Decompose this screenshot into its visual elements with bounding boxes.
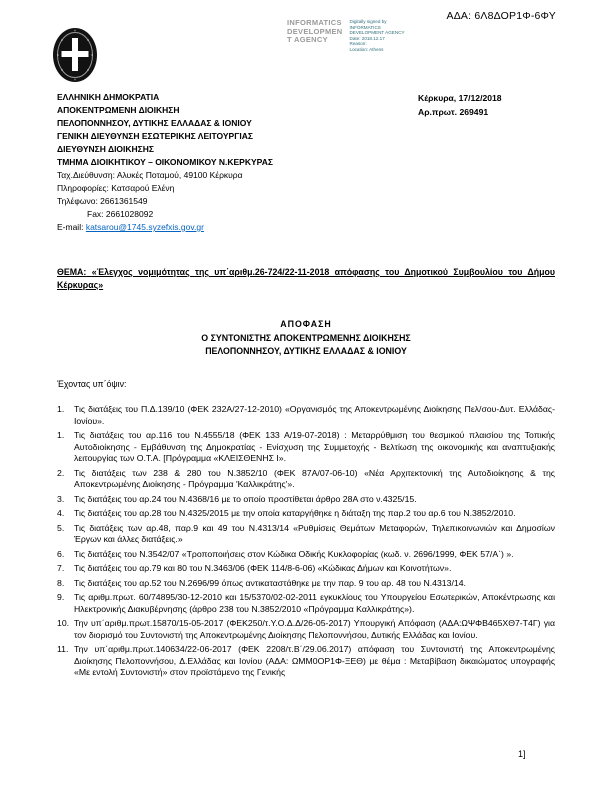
list-item — [57, 592, 555, 615]
protocol-line — [418, 105, 502, 119]
list-item-number: 4. — [57, 508, 65, 518]
decision-authority: Ο ΣΥΝΤΟΝΙΣΤΗΣ ΑΠΟΚΕΝΤΡΩΜΕΝΗΣ ΔΙΟΙΚΗΣΗΣ — [201, 333, 411, 343]
decision-heading — [57, 318, 555, 358]
list-item-text: Τις διατάξεις του αρ.52 του Ν.2696/99 όπως αντικαταστάθηκε με την παρ. 9 του αρ. 48 του Ν.4313/14. — [74, 577, 466, 588]
list-item-text: Τις διατάξεις του αρ.28 του Ν.4325/2015 με την οποία καταργήθηκε η διάταξη της παρ.2 του αρ.6 του Ν.3852/2010. — [74, 508, 516, 518]
list-item-text: Τις διατάξεις των 238 & 280 του Ν.3852/10 (ΦΕΚ 87Α/07-06-10) «Νέα Αρχιτεκτονική της Αυτοδιοίκησης & της Αποκεντρωμένης Διοίκησης - Πρόγραμμα 'Καλλικράτης'». — [74, 467, 555, 489]
signature-agency-line: DEVELOPMEN — [287, 26, 343, 36]
list-item — [57, 404, 555, 427]
email-line — [57, 221, 357, 234]
list-item-text: Τις διατάξεις του αρ.24 του Ν.4368/16 με το οποίο προστίθεται άρθρο 28Α στο ν.4325/15. — [74, 493, 417, 504]
list-item-text: Τις αριθμ.πρωτ. 60/74895/30-12-2010 και 15/5370/02-02-2011 εγκυκλίους του Υπουργείου Εσωτερικών, Αποκέντρωσης και Ηλεκτρονικής Διακυβέρνησης (άρθρο 238 του Ν.3852/2010 «Πρόγραμμα Καλλικράτης»). — [74, 592, 555, 614]
signature-agency-line: INFORMATICS — [287, 18, 342, 27]
list-item — [57, 644, 555, 679]
preamble: Έχοντας υπ΄όψιν: — [57, 379, 127, 389]
list-item-number: 1. — [57, 430, 65, 440]
subject-text: «Έλεγχος νομιμότητας της υπ΄αριθμ.26-724/22-11-2018 απόφασης του Δημοτικού Συμβουλίου του Δήμου Κέρκυρας» — [57, 267, 555, 290]
decision-title: ΑΠΟΦΑΣΗ — [280, 319, 332, 329]
signature-detail-line: Reason: — [349, 41, 367, 47]
list-item-text: Τις διατάξεις των αρ.48, παρ.9 και 49 του Ν.4313/14 «Ρυθμίσεις Θεμάτων Μεταφορών, Τηλεπικοινωνιών και Δημοσίων Έργων και άλλες διατάξεις.» — [74, 522, 555, 544]
list-item-text: Την υπ΄αριθμ.πρωτ.15870/15-05-2017 (ΦΕΚ250/τ.Υ.Ο.Δ.Δ/26-05-2017) Υπουργική Απόφαση (ΑΔΑ:ΩΨΦΒ465ΧΘ7-Τ4Γ) για τον διορισμό του Συντονιστή της Αποκεντρωμένης Διοίκησης Πελοποννήσου, Δυτικής Ελλάδας και Ιονίου. — [74, 618, 555, 640]
list-item-text: Τις διατάξεις του Ν.3542/07 «Τροποποιήσεις στον Κώδικα Οδικής Κυκλοφορίας (κωδ. ν. 2696/1999, ΦΕΚ 57/Α΄) ». — [74, 548, 514, 559]
subject-line — [57, 266, 555, 291]
signature-detail-line: Digitally signed by — [349, 19, 387, 24]
org-line: ΓΕΝΙΚΗ ΔΙΕΥΘΥΝΣΗ ΕΣΩΤΕΡΙΚΗΣ ΛΕΙΤΟΥΡΓΙΑΣ — [57, 131, 253, 141]
considerations-list — [57, 404, 555, 682]
email-link[interactable]: katsarou@1745.syzefxis.gov.gr — [85, 222, 204, 232]
subject-label: ΘΕΜΑ: — [57, 267, 87, 277]
page-number: 1] — [518, 749, 526, 759]
city-date: Κέρκυρα, 17/12/2018 — [418, 93, 502, 103]
list-item — [57, 523, 555, 546]
list-item-number: 11. — [57, 644, 69, 654]
list-item-number: 6. — [57, 548, 65, 559]
list-item — [57, 549, 555, 561]
list-item-number: 3. — [57, 493, 65, 504]
letterhead — [57, 91, 357, 234]
signature-detail-line: DEVELOPMENT AGENCY — [349, 30, 405, 36]
list-item-number: 9. — [57, 592, 65, 602]
greek-national-emblem-icon — [52, 27, 98, 88]
list-item-text: Τις διατάξεις του Π.Δ.139/10 (ΦΕΚ 232Α/27-12-2010) «Οργανισμός της Αποκεντρωμένης Διοίκησης Πελ/σου-Δυτ. Ελλάδας-Ιονίου». — [74, 404, 555, 426]
list-item — [57, 430, 555, 465]
contact-person: Πληροφορίες: Κατσαρού Ελένη — [57, 183, 175, 193]
signature-detail-line: INFORMATICS — [349, 24, 381, 30]
list-item-number: 5. — [57, 522, 65, 533]
signature-agency-name — [287, 19, 343, 53]
list-item — [57, 468, 555, 491]
ada-code: ΑΔΑ: 6Λ8ΔΟΡ1Φ-6ΦΥ — [446, 10, 556, 22]
signature-agency-line: T AGENCY — [287, 35, 328, 44]
list-item-number: 2. — [57, 467, 65, 478]
list-item-number: 8. — [57, 577, 65, 588]
list-item — [57, 494, 555, 506]
protocol-number: 269491 — [459, 107, 489, 117]
decision-region: ΠΕΛΟΠΟΝΝΗΣΟΥ, ΔΥΤΙΚΗΣ ΕΛΛΑΔΑΣ & ΙΟΝΙΟΥ — [205, 346, 407, 356]
list-item — [57, 563, 555, 575]
org-line: ΤΜΗΜΑ ΔΙΟΙΚΗΤΙΚΟΥ – ΟΙΚΟΝΟΜΙΚΟΥ Ν.ΚΕΡΚΥΡΑΣ — [57, 157, 273, 167]
signature-detail-line: Date: 2018.12.17 — [349, 35, 385, 41]
fax-number: Fax: 2661028092 — [87, 209, 154, 219]
date-protocol-block — [418, 91, 502, 119]
list-item — [57, 508, 555, 520]
list-item — [57, 618, 555, 641]
list-item-number: 10. — [57, 618, 70, 628]
phone-number: Τηλέφωνο: 2661361549 — [57, 196, 148, 206]
signature-detail-line: Location: Athens — [349, 46, 384, 52]
list-item-number: 7. — [57, 563, 65, 573]
list-item-number: 1. — [57, 404, 65, 414]
org-line: ΔΙΕΥΘΥΝΣΗ ΔΙΟΙΚΗΣΗΣ — [57, 144, 155, 154]
list-item — [57, 578, 555, 590]
org-line: ΑΠΟΚΕΝΤΡΩΜΕΝΗ ΔΙΟΙΚΗΣΗ — [57, 105, 180, 115]
digital-signature-stamp — [287, 19, 405, 53]
org-line: ΕΛΛΗΝΙΚΗ ΔΗΜΟΚΡΑΤΙΑ — [57, 92, 160, 102]
org-line: ΠΕΛΟΠΟΝΝΗΣΟΥ, ΔΥΤΙΚΗΣ ΕΛΛΑΔΑΣ & ΙΟΝΙΟΥ — [57, 118, 252, 128]
postal-address: Ταχ.Διεύθυνση: Αλυκές Ποταμού, 49100 Κέρκυρα — [57, 170, 243, 180]
list-item-text: Την υπ΄αριθμ.πρωτ.140634/22-06-2017 (ΦΕΚ 2208/τ.Β΄/29.06.2017) απόφαση του Συντονιστή της Αποκεντρωμένης Διοίκησης Πελοποννήσου, Δ.Ελλάδας και Ιονίου (ΑΔΑ: ΩΜΜ0ΟΡ1Φ-ΞΕΘ) με θέμα : Μεταβίβαση δικαιώματος υπογραφής «Με εντολή Συντονιστή» στον προϊστάμενο της Γενικής — [74, 644, 555, 677]
protocol-label: Αρ.πρωτ. — [418, 107, 458, 117]
list-item-text: Τις διατάξεις του αρ.116 του Ν.4555/18 (ΦΕΚ 133 Α/19-07-2018) : Μεταρρύθμιση του θεσμικού πλαισίου της Τοπικής Αυτοδιοίκησης - Εμβάθυνση της Δημοκρατίας - Ενίσχυση της Συμμετοχής - Βελτίωση της οικονομικής και αναπτυξιακής λειτουργίας των Ο.Τ.Α. [Πρόγραμμα «ΚΛΕΙΣΘΕΝΗΣ Ι». — [74, 430, 555, 463]
list-item-text: Τις διατάξεις του αρ.79 και 80 του Ν.3463/06 (ΦΕΚ 114/8-6-06) «Κώδικας Δήμων και Κοινοτήτων». — [74, 563, 452, 573]
email-label: E-mail: — [57, 222, 84, 232]
signature-details — [350, 19, 405, 53]
